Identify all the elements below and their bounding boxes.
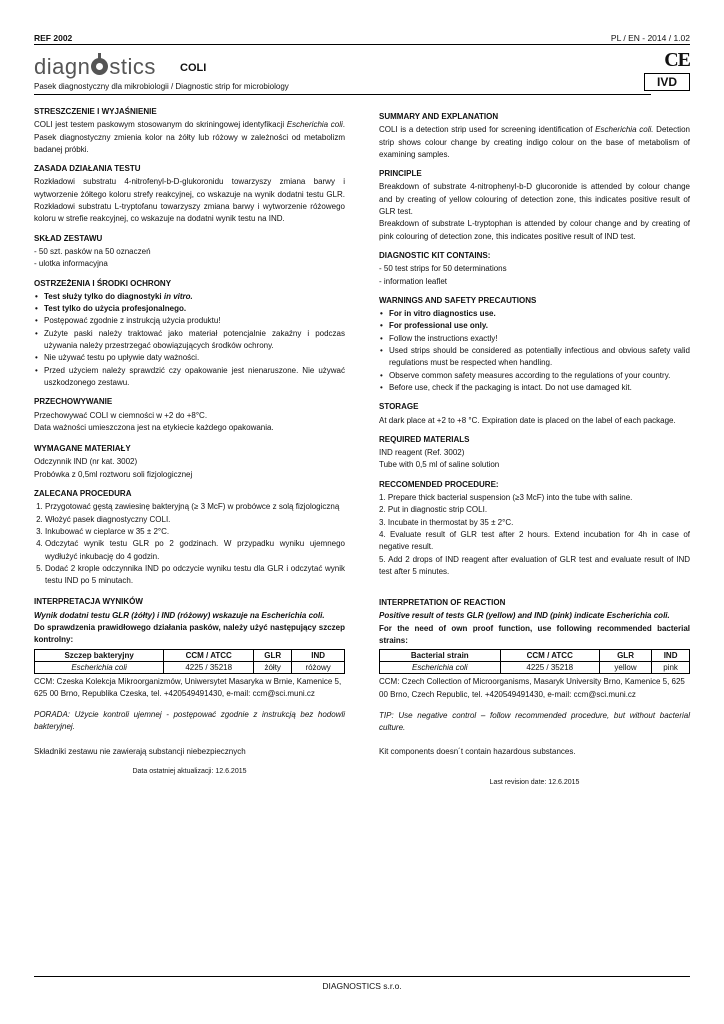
table-cell: różowy <box>292 661 345 673</box>
ce-mark-icon: CE <box>664 49 690 71</box>
material-item: Tube with 0,5 ml of saline solution <box>379 460 500 470</box>
section-title: DIAGNOSTIC KIT CONTAINS: <box>379 250 491 260</box>
logo-mark-icon <box>91 58 108 75</box>
procedure-step: 5. Add 2 drops of IND reagent after evaluation of GLR test and evaluate result of IND test after 5 minutes. <box>379 554 690 576</box>
logo-text-start: diagn <box>34 54 91 79</box>
table-header: CCM / ATCC <box>164 649 254 661</box>
table-header: CCM / ATCC <box>500 650 599 662</box>
table-row <box>35 649 345 661</box>
control-strain-table <box>379 649 690 674</box>
list-item: • Before use, check if the packaging is intact. Do not use damaged kit. <box>388 382 690 394</box>
procedure-step: 2. Put in diagnostic strip COLI. <box>379 505 488 515</box>
summary-text: COLI jest testem paskowym stosowanym do skriningowej identyfikacji Escherichia coli. Pasek diagnostyczny zmienia kolor na żółty lub różowy w zależności od metabolizm badanej próbki. <box>34 120 345 154</box>
list-item: 5. Dodać 2 krople odczynnika IND po odczycie wyniku testu dla GLR i odczytać wynik testu IND po 5 minutach. <box>45 563 345 588</box>
revision-date: Data ostatniej aktualizacji: 12.6.2015 <box>132 768 247 776</box>
logo-text-end: stics <box>109 54 156 79</box>
table-header: IND <box>652 650 690 662</box>
footer-company: DIAGNOSTICS s.r.o. <box>322 981 402 991</box>
table-header: IND <box>292 649 345 661</box>
interpretation-text: Wynik dodatni testu GLR (żółty) i IND (różowy) wskazuje na Escherichia coli. <box>34 610 325 620</box>
ref-number: REF 2002 <box>34 33 73 43</box>
procedure-step: 1. Prepare thick bacterial suspension (≥3 McF) into the tube with saline. <box>379 493 633 503</box>
section-title: STORAGE <box>379 402 419 412</box>
list-item: 3. Inkubować w cieplarce w 35 ± 2°C. <box>45 526 345 538</box>
section-title: WARNINGS AND SAFETY PRECAUTIONS <box>379 295 537 305</box>
table-header: Szczep bakteryjny <box>35 649 164 661</box>
list-item: • For in vitro diagnostics use. <box>388 308 690 320</box>
warnings-list <box>34 291 345 389</box>
company-logo <box>34 54 156 80</box>
list-item: • Przed użyciem należy sprawdzić czy opakowanie jest nienaruszone. Nie używać uszkodzonego zestawu. <box>43 365 345 390</box>
list-item: • Observe common safety measures according to the regulations of your country. <box>388 370 690 382</box>
table-cell: pink <box>652 662 690 674</box>
principle-text: Rozkładowi substratu 4-nitrofenyl-b-D-glukoronidu towarzyszy zmiana barwy i wytworzenie żółtego koloru strefy reakcyjnej, co wskazuje na wynik dodatni testu GLR. Rozkładowi substratu L-tryptofanu towarzyszy zmiana barwy i wytworzenie różowego koloru w strefie reakcyjnej, co wskazuje na dodatni wynik testu na IND. <box>34 177 345 224</box>
material-item: IND reagent (Ref. 3002) <box>379 448 465 458</box>
list-item: • Postępować zgodnie z instrukcją użycia produktu! <box>43 315 345 327</box>
tip-text: PORADA: Użycie kontroli ujemnej - postępować zgodnie z instrukcją bez hodowli bakteryjnej. <box>34 710 345 732</box>
list-item: • Zużyte paski należy traktować jako materiał potencjalnie zakaźny i podczas używania należy przestrzegać obowiązujących środków ochrony. <box>43 328 345 353</box>
list-item: 2. Włożyć pasek diagnostyczny COLI. <box>45 514 345 526</box>
section-title: ZASADA DZIAŁANIA TESTU <box>34 164 141 174</box>
list-item: • Used strips should be considered as potentially infectious and obvious safety valid regulations must be respected when handling. <box>388 345 690 370</box>
table-row <box>35 661 345 673</box>
storage-text: At dark place at +2 to +8 °C. Expiration date is placed on the label of each package. <box>379 415 676 425</box>
tip-text: TIP: Use negative control – follow recommended procedure, but without bacterial culture. <box>379 710 690 733</box>
table-row <box>380 650 690 662</box>
kit-item: - 50 szt. pasków na 50 oznaczeń <box>34 246 151 256</box>
list-item: • Test tylko do użycia profesjonalnego. <box>43 303 345 315</box>
footer-divider <box>34 976 690 977</box>
section-title: PRINCIPLE <box>379 169 422 179</box>
hazard-text: Składniki zestawu nie zawierają substancji niebezpiecznych <box>34 746 246 756</box>
control-strain-table <box>34 649 345 674</box>
storage-text: Przechowywać COLI w ciemności w +2 do +8°C. <box>34 410 208 420</box>
ccm-text: CCM: Czeska Kolekcja Mikroorganizmów, Uniwersytet Masaryka w Brnie, Kamenice 5, 625 00 Brno, Republika Czeska, tel. +420549491430, e-mail: ccm@sci.muni.cz <box>34 676 342 698</box>
polish-column <box>34 99 345 786</box>
principle-text: Breakdown of substrate 4-nitrophenyl-b-D glucoronide is attended by colour change and by creating of yellow colouring of detection zone, this indicates positive result of GLR test. <box>379 182 690 217</box>
product-name: COLI <box>180 62 207 74</box>
list-item: 1. Przygotować gęstą zawiesinę bakteryjną (≥ 3 McF) w probówce z solą fizjologiczną <box>45 501 345 513</box>
ivd-badge: IVD <box>644 73 690 91</box>
interpretation-text: For the need of own proof function, use following recommended bacterial strains: <box>379 623 690 645</box>
product-subtitle: Pasek diagnostyczny dla mikrobiologii / Diagnostic strip for microbiology <box>34 82 289 91</box>
material-item: Probówka z 0,5ml roztworu soli fizjologicznej <box>34 469 193 479</box>
hazard-text: Kit components doesn´t contain hazardous substances. <box>379 747 576 757</box>
storage-text: Data ważności umieszczona jest na etykiecie każdego opakowania. <box>34 422 274 432</box>
subtitle-divider <box>34 94 651 95</box>
section-title: REQUIRED MATERIALS <box>379 434 470 444</box>
revision-date: Last revision date: 12.6.2015 <box>489 778 580 786</box>
kit-item: - ulotka informacyjna <box>34 259 108 269</box>
section-title: PRZECHOWYWANIE <box>34 397 113 407</box>
warnings-list <box>379 308 690 394</box>
material-item: Odczynnik IND (nr kat. 3002) <box>34 457 138 467</box>
table-cell: Escherichia coli <box>35 661 164 673</box>
section-title: OSTRZEŻENIA I ŚRODKI OCHRONY <box>34 278 172 288</box>
principle-text: Breakdown of substrate L-tryptophan is attended by colour change and by creating of pink colouring of detection zone, this indicates positive result of IND test. <box>379 219 690 241</box>
list-item: • Test służy tylko do diagnostyki in vitro. <box>43 291 345 303</box>
list-item: 4. Odczytać wynik testu GLR po 2 godzinach. W przypadku wyniku ujemnego wydłużyć inkubację do 4 godzin. <box>45 538 345 563</box>
list-item: • Nie używać testu po upływie daty ważności. <box>43 352 345 364</box>
section-title: RECCOMENDED PROCEDURE: <box>379 479 499 489</box>
table-cell: 4225 / 35218 <box>500 662 599 674</box>
kit-item: - 50 test strips for 50 determinations <box>379 264 507 274</box>
table-header: GLR <box>599 650 651 662</box>
ccm-text: CCM: Czech Collection of Microorganisms, Masaryk University Brno, Kamenice 5, 625 00 Brno, Czech Republic, tel. +420549491430, e-mail: ccm@sci.muni.cz <box>379 677 685 699</box>
header-divider <box>34 44 690 45</box>
table-header: Bacterial strain <box>380 650 501 662</box>
section-title: STRESZCZENIE I WYJAŚNIENIE <box>34 107 157 116</box>
table-cell: żółty <box>254 661 292 673</box>
section-title: ZALECANA PROCEDURA <box>34 489 132 499</box>
table-row <box>380 662 690 674</box>
table-header: GLR <box>254 649 292 661</box>
section-title: WYMAGANE MATERIAŁY <box>34 444 131 454</box>
table-cell: yellow <box>599 662 651 674</box>
list-item: • Follow the instructions exactly! <box>388 333 690 345</box>
english-column <box>379 104 690 797</box>
procedure-step: 3. Incubate in thermostat by 35 ± 2°C. <box>379 517 514 527</box>
section-title: INTERPRETATION OF REACTION <box>379 598 506 608</box>
kit-item: - information leaflet <box>379 276 448 286</box>
table-cell: 4225 / 35218 <box>164 661 254 673</box>
section-title: INTERPRETACJA WYNIKÓW <box>34 597 143 607</box>
interpretation-text: Positive result of tests GLR (yellow) and IND (pink) indicate Escherichia coli. <box>379 611 670 621</box>
procedure-list <box>34 501 345 587</box>
table-cell: Escherichia coli <box>380 662 501 674</box>
list-item: • For professional use only. <box>388 320 690 332</box>
version-label: PL / EN - 2014 / 1.02 <box>610 33 690 43</box>
summary-text: COLI is a detection strip used for screening identification of Escherichia coli. Detection strip shows colour change by creating indigo colour on the base of metabolism of examining samples. <box>379 125 690 159</box>
procedure-step: 4. Evaluate result of GLR test after 2 hours. Extend incubation for 4h in case of negative result. <box>379 529 690 552</box>
section-title: SKŁAD ZESTAWU <box>34 233 103 243</box>
section-title: SUMMARY AND EXPLANATION <box>379 112 499 121</box>
interpretation-text: Do sprawdzenia prawidłowego działania pasków, należy użyć następujący szczep kontrolny: <box>34 622 345 645</box>
